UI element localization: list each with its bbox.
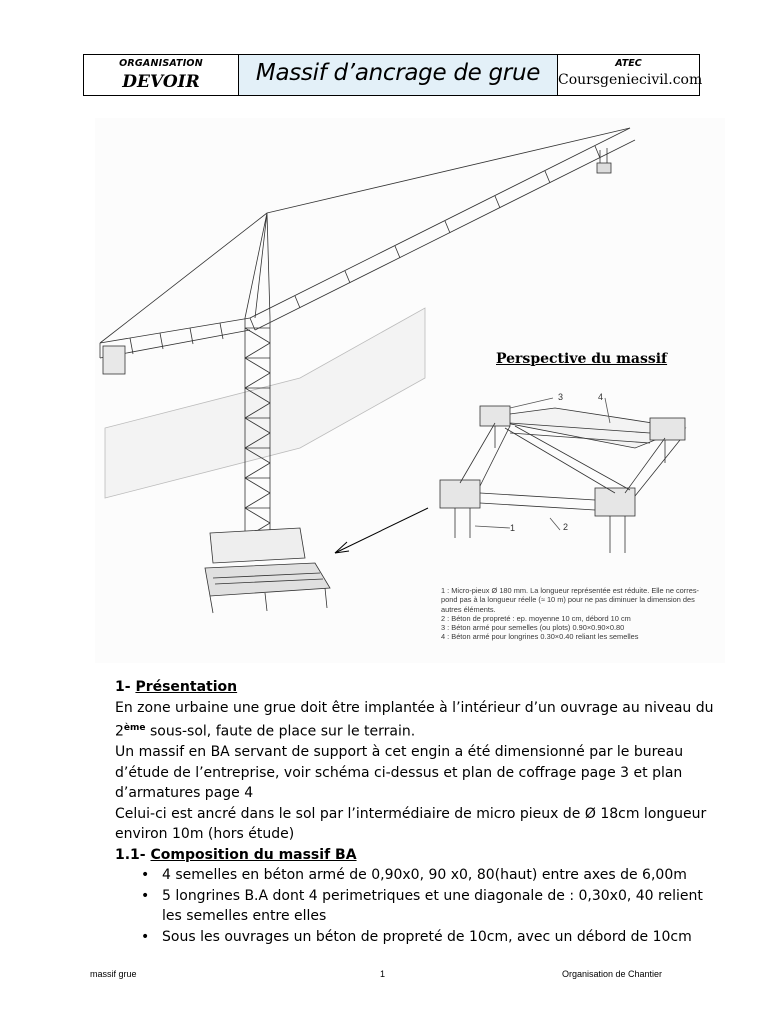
ordinal-number: 2 (115, 723, 124, 740)
section-heading-1-1 (115, 845, 735, 866)
figure-label-2: 2 (563, 522, 569, 532)
figure-label-4: 4 (598, 392, 604, 402)
footer-left: massif grue (90, 969, 137, 979)
legend-line: 2 : Béton de propreté : ep. moyenne 10 cm, débord 10 cm (441, 613, 631, 623)
perspective-title: Perspective du massif (496, 351, 668, 367)
list-item-text: les semelles entre elles (162, 908, 327, 925)
list-item (115, 865, 735, 886)
paragraph-text: sous-sol, faute de place sur le terrain. (145, 723, 416, 740)
legend-line: pond pas à la longueur réelle (≈ 10 m) pour ne pas diminuer la dimension des (441, 595, 695, 605)
paragraph-line: environ 10m (hors étude) (115, 826, 295, 843)
list-item-text: 4 semelles en béton armé de 0,90x0, 90 x0, 80(haut) entre axes de 6,00m (162, 867, 687, 884)
header-title-cell (239, 55, 558, 95)
bullet-icon: • (141, 887, 150, 904)
document-body (115, 677, 735, 947)
crane-drawing (95, 118, 725, 663)
section-title: Présentation (135, 679, 238, 695)
legend-line: autres éléments. (441, 604, 496, 614)
header-left-cell (84, 55, 239, 95)
figure-legend (441, 586, 716, 642)
section-number: 1.1- (115, 846, 151, 863)
site-label: Coursgeniecivil.com (558, 72, 703, 88)
legend-line: 4 : Béton armé pour longrines 0.30×0.40 reliant les semelles (441, 632, 639, 642)
list-item (115, 927, 735, 948)
footer-right: Organisation de Chantier (562, 969, 663, 979)
page-title: Massif d’ancrage de grue (255, 60, 541, 86)
paragraph-line: En zone urbaine une grue doit être implantée à l’intérieur d’un ouvrage au niveau du (115, 699, 714, 716)
ordinal-suffix: ème (123, 723, 146, 733)
atec-label: ATEC (615, 58, 642, 69)
paragraph-line: Celui-ci est ancré dans le sol par l’intermédiaire de micro pieux de Ø 18cm longueur (115, 805, 707, 822)
header-right-cell (558, 55, 703, 95)
section-title: Composition du massif BA (150, 846, 357, 863)
paragraph-line: d’armatures page 4 (115, 785, 254, 802)
bullet-icon: • (141, 867, 150, 884)
list-item (115, 886, 735, 907)
section-number: 1- (115, 679, 136, 695)
paragraph-line: d’étude de l’entreprise, voir schéma ci-dessus et plan de coffrage page 3 et plan (115, 764, 683, 781)
paragraph-line (115, 718, 735, 742)
paragraph-line: Un massif en BA servant de support à cet engin a été dimensionné par le bureau (115, 744, 684, 761)
org-label: ORGANISATION (119, 58, 203, 69)
list-item-text: Sous les ouvrages un béton de propreté de 10cm, avec un débord de 10cm (162, 928, 692, 945)
crane-figure (95, 118, 725, 663)
section-heading-1 (115, 677, 735, 698)
page-number: 1 (380, 969, 386, 979)
legend-line: 1 : Micro-pieux Ø 180 mm. La longueur représentée est réduite. Elle ne corres- (441, 586, 699, 595)
figure-label-1: 1 (510, 523, 516, 533)
list-item-continuation (115, 906, 735, 927)
header-table (83, 54, 703, 96)
list-item-text: 5 longrines B.A dont 4 perimetriques et une diagonale de : 0,30x0, 40 relient (162, 887, 703, 904)
legend-line: 3 : Béton armé pour semelles (ou plots) 0.90×0.90×0.80 (441, 623, 625, 633)
bullet-icon: • (141, 928, 150, 945)
figure-label-3: 3 (558, 392, 564, 402)
devoir-label: DEVOIR (122, 72, 200, 92)
